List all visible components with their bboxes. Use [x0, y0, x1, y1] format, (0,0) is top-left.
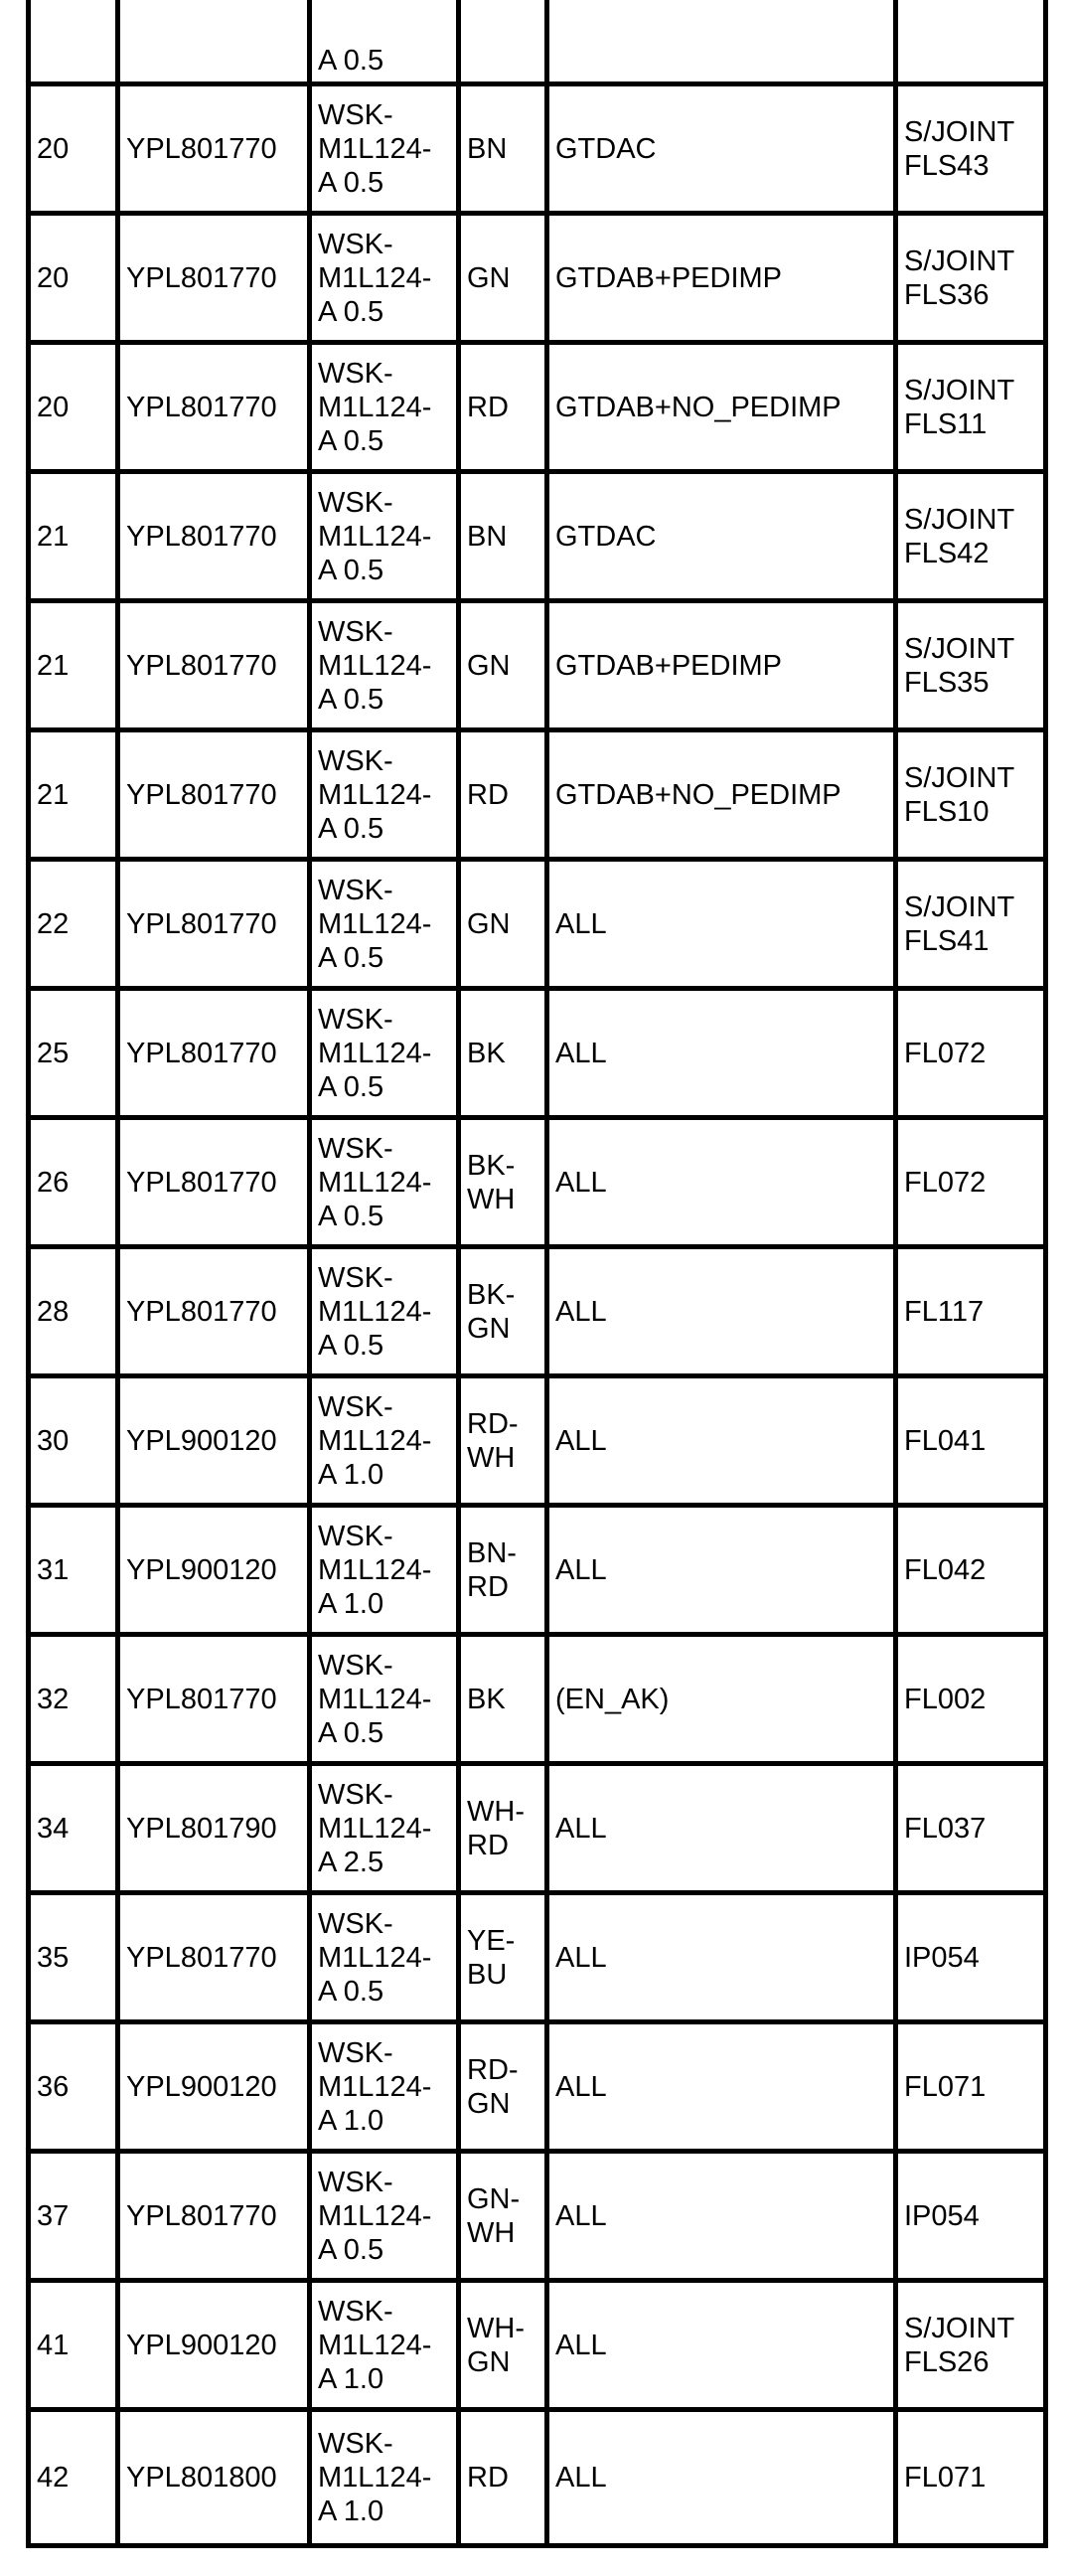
- cell-wire: WSK- M1L124- A 0.5: [310, 214, 459, 343]
- cell-variant: GTDAB+PEDIMP: [547, 601, 896, 730]
- table-body: [29, 0, 1046, 2546]
- cell-destination: FL071: [896, 2022, 1046, 2152]
- cell-variant: ALL: [547, 860, 896, 989]
- table-row: [29, 2152, 1046, 2281]
- cell-destination: S/JOINT FLS11: [896, 343, 1046, 472]
- cell-wire: WSK- M1L124- A 0.5: [310, 601, 459, 730]
- cell-wire: WSK- M1L124- A 0.5: [310, 1893, 459, 2022]
- cell-part: YPL801770: [118, 730, 310, 860]
- cell-wire: WSK- M1L124- A 1.0: [310, 1376, 459, 1506]
- cell-destination: S/JOINT FLS10: [896, 730, 1046, 860]
- cell-part: YPL801770: [118, 343, 310, 472]
- cell-color: RD- WH: [459, 1376, 547, 1506]
- cell-part: YPL801770: [118, 601, 310, 730]
- cell-wire: WSK- M1L124- A 0.5: [310, 1118, 459, 1247]
- cell-destination: S/JOINT FLS41: [896, 860, 1046, 989]
- cell-variant: ALL: [547, 1376, 896, 1506]
- cell-wire: WSK- M1L124- A 1.0: [310, 1506, 459, 1635]
- continuation-row: [29, 0, 1046, 84]
- table-row: [29, 2281, 1046, 2410]
- cell-variant: ALL: [547, 1506, 896, 1635]
- cell-part: YPL900120: [118, 2281, 310, 2410]
- cell-part: YPL801770: [118, 2152, 310, 2281]
- cell-destination: S/JOINT FLS26: [896, 2281, 1046, 2410]
- cell-wire: WSK- M1L124- A 0.5: [310, 730, 459, 860]
- cell-variant: ALL: [547, 2152, 896, 2281]
- cell-color: WH- GN: [459, 2281, 547, 2410]
- cell-part: YPL801770: [118, 84, 310, 214]
- table-row: [29, 214, 1046, 343]
- cell-destination: FL041: [896, 1376, 1046, 1506]
- cell-wire: WSK- M1L124- A 2.5: [310, 1764, 459, 1893]
- cell-pin: 21: [29, 601, 118, 730]
- cell-destination: FL071: [896, 2410, 1046, 2546]
- table-row: [29, 601, 1046, 730]
- cell-pin: 31: [29, 1506, 118, 1635]
- cell-pin: 21: [29, 730, 118, 860]
- cell-wire: WSK- M1L124- A 0.5: [310, 1247, 459, 1376]
- cell-variant: [547, 0, 896, 84]
- cell-pin: 28: [29, 1247, 118, 1376]
- table-row: [29, 1247, 1046, 1376]
- cell-part: YPL801770: [118, 860, 310, 989]
- cell-variant: ALL: [547, 2281, 896, 2410]
- cell-color: RD: [459, 343, 547, 472]
- cell-color: GN- WH: [459, 2152, 547, 2281]
- cell-pin: 20: [29, 343, 118, 472]
- cell-part: YPL801770: [118, 1635, 310, 1764]
- cell-destination: S/JOINT FLS36: [896, 214, 1046, 343]
- cell-pin: 34: [29, 1764, 118, 1893]
- cell-destination: S/JOINT FLS35: [896, 601, 1046, 730]
- cell-wire: WSK- M1L124- A 1.0: [310, 2281, 459, 2410]
- cell-color: BK: [459, 1635, 547, 1764]
- cell-wire: WSK- M1L124- A 0.5: [310, 84, 459, 214]
- cell-pin: 30: [29, 1376, 118, 1506]
- cell-variant: ALL: [547, 989, 896, 1118]
- cell-color: YE- BU: [459, 1893, 547, 2022]
- cell-variant: GTDAC: [547, 84, 896, 214]
- cell-pin: 42: [29, 2410, 118, 2546]
- table-row: [29, 989, 1046, 1118]
- table-row: [29, 1376, 1046, 1506]
- cell-wire: WSK- M1L124- A 1.0: [310, 2410, 459, 2546]
- cell-variant: ALL: [547, 2022, 896, 2152]
- cell-part: YPL801770: [118, 214, 310, 343]
- cell-part: YPL900120: [118, 2022, 310, 2152]
- cell-wire: WSK- M1L124- A 0.5: [310, 989, 459, 1118]
- cell-variant: GTDAB+NO_PEDIMP: [547, 343, 896, 472]
- table-row: [29, 2022, 1046, 2152]
- cell-part: [118, 0, 310, 84]
- cell-variant: GTDAB+NO_PEDIMP: [547, 730, 896, 860]
- cell-variant: GTDAB+PEDIMP: [547, 214, 896, 343]
- cell-color: GN: [459, 860, 547, 989]
- cell-color: BN- RD: [459, 1506, 547, 1635]
- cell-destination: FL042: [896, 1506, 1046, 1635]
- cell-variant: ALL: [547, 1764, 896, 1893]
- cell-part: YPL801790: [118, 1764, 310, 1893]
- cell-part: YPL801770: [118, 1118, 310, 1247]
- table-row: [29, 730, 1046, 860]
- table-row: [29, 1893, 1046, 2022]
- cell-pin: 20: [29, 84, 118, 214]
- cell-destination: FL117: [896, 1247, 1046, 1376]
- cell-part: YPL900120: [118, 1506, 310, 1635]
- cell-pin: 35: [29, 1893, 118, 2022]
- cell-destination: FL072: [896, 989, 1046, 1118]
- cell-destination: IP054: [896, 1893, 1046, 2022]
- cell-pin: 21: [29, 472, 118, 601]
- table-row: [29, 1764, 1046, 1893]
- cell-color: RD- GN: [459, 2022, 547, 2152]
- cell-pin: [29, 0, 118, 84]
- cell-color: BK- GN: [459, 1247, 547, 1376]
- cell-pin: 41: [29, 2281, 118, 2410]
- cell-variant: ALL: [547, 1247, 896, 1376]
- cell-color: GN: [459, 601, 547, 730]
- cell-pin: 26: [29, 1118, 118, 1247]
- table-row: [29, 860, 1046, 989]
- cell-wire: WSK- M1L124- A 0.5: [310, 343, 459, 472]
- cell-pin: 20: [29, 214, 118, 343]
- cell-destination: S/JOINT FLS42: [896, 472, 1046, 601]
- cell-pin: 22: [29, 860, 118, 989]
- table-row: [29, 1635, 1046, 1764]
- cell-destination: FL002: [896, 1635, 1046, 1764]
- table-row: [29, 1506, 1046, 1635]
- cell-part: YPL801800: [118, 2410, 310, 2546]
- cell-pin: 25: [29, 989, 118, 1118]
- cell-destination: FL037: [896, 1764, 1046, 1893]
- table-row: [29, 472, 1046, 601]
- cell-color: BN: [459, 84, 547, 214]
- cell-wire: WSK- M1L124- A 0.5: [310, 1635, 459, 1764]
- cell-wire: WSK- M1L124- A 1.0: [310, 2022, 459, 2152]
- cell-color: BN: [459, 472, 547, 601]
- cell-part: YPL900120: [118, 1376, 310, 1506]
- cell-variant: (EN_AK): [547, 1635, 896, 1764]
- cell-destination: S/JOINT FLS43: [896, 84, 1046, 214]
- cell-variant: GTDAC: [547, 472, 896, 601]
- cell-color: RD: [459, 2410, 547, 2546]
- cell-variant: ALL: [547, 1118, 896, 1247]
- table-row: [29, 343, 1046, 472]
- table-row: [29, 2410, 1046, 2546]
- cell-variant: ALL: [547, 2410, 896, 2546]
- cell-variant: ALL: [547, 1893, 896, 2022]
- cell-destination: FL072: [896, 1118, 1046, 1247]
- wire-connection-table: [26, 0, 1048, 2548]
- cell-color: WH- RD: [459, 1764, 547, 1893]
- cell-part: YPL801770: [118, 1247, 310, 1376]
- cell-pin: 32: [29, 1635, 118, 1764]
- cell-wire: WSK- M1L124- A 0.5: [310, 2152, 459, 2281]
- cell-pin: 36: [29, 2022, 118, 2152]
- cell-part: YPL801770: [118, 472, 310, 601]
- cell-color: RD: [459, 730, 547, 860]
- cell-part: YPL801770: [118, 989, 310, 1118]
- cell-destination: IP054: [896, 2152, 1046, 2281]
- cell-color: BK: [459, 989, 547, 1118]
- cell-color: GN: [459, 214, 547, 343]
- cell-pin: 37: [29, 2152, 118, 2281]
- cell-part: YPL801770: [118, 1893, 310, 2022]
- table-row: [29, 1118, 1046, 1247]
- cell-wire: A 0.5: [310, 0, 459, 84]
- cell-color: [459, 0, 547, 84]
- cell-wire: WSK- M1L124- A 0.5: [310, 860, 459, 989]
- cell-wire: WSK- M1L124- A 0.5: [310, 472, 459, 601]
- table-row: [29, 84, 1046, 214]
- cell-destination: [896, 0, 1046, 84]
- cell-color: BK- WH: [459, 1118, 547, 1247]
